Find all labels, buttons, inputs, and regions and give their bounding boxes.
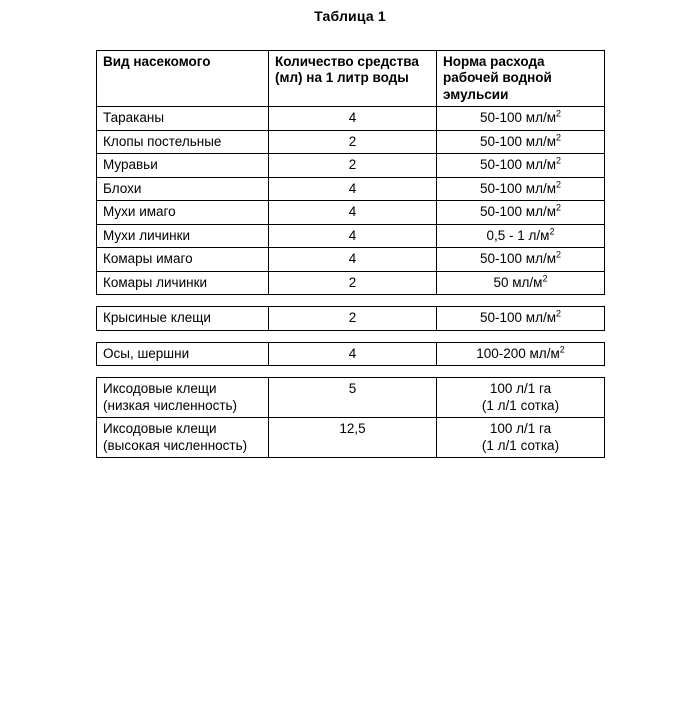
cell-consumption [437,342,605,365]
table-row [97,307,605,330]
cell-consumption [437,107,605,130]
column-header-amount: Количество средства (мл) на 1 литр воды [269,51,437,107]
table-group-spacer [97,366,605,378]
cell-consumption-line2: (1 л/1 сотка) [481,397,560,413]
cell-consumption-text: 50-100 мл/м [480,204,556,220]
cell-consumption-sup: 2 [555,308,561,319]
cell-insect-name: Иксодовые клещи (низкая численность) [97,378,269,418]
cell-consumption-text: 50-100 мл/м [480,310,556,326]
cell-amount: 4 [269,248,437,271]
table-row [97,378,605,418]
dosage-table-container [96,50,604,458]
dosage-table [96,50,605,458]
cell-insect-name: Комары личинки [97,271,269,294]
table-header [97,51,605,107]
cell-consumption-sup: 2 [555,155,561,166]
table-row [97,177,605,200]
cell-consumption-text: 0,5 - 1 л/м [486,227,550,243]
cell-insect-name: Блохи [97,177,269,200]
cell-consumption-sup: 2 [555,108,561,119]
cell-insect-name: Мухи имаго [97,201,269,224]
cell-consumption-text: 50-100 мл/м [480,133,556,149]
cell-insect-name: Тараканы [97,107,269,130]
table-header-row [97,51,605,107]
cell-insect-name: Осы, шершни [97,342,269,365]
table-row [97,201,605,224]
document-page [0,8,700,708]
cell-consumption-line1: 100 л/1 га [489,421,552,437]
table-row [97,418,605,458]
cell-insect-name: Муравьи [97,154,269,177]
table-group-spacer [97,330,605,342]
table-row [97,248,605,271]
cell-consumption-line2: (1 л/1 сотка) [481,437,560,453]
table-row [97,107,605,130]
cell-amount: 2 [269,130,437,153]
cell-amount: 4 [269,224,437,247]
cell-consumption-sup: 2 [555,132,561,143]
cell-consumption-line1: 100 л/1 га [489,381,552,397]
cell-consumption [437,177,605,200]
cell-consumption-sup: 2 [555,202,561,213]
cell-consumption-text: 50-100 мл/м [480,251,556,267]
page-title: Таблица 1 [314,8,386,24]
cell-consumption [437,378,605,418]
cell-amount: 4 [269,342,437,365]
cell-consumption-sup: 2 [542,273,548,284]
cell-consumption-text: 50 мл/м [493,274,543,290]
cell-consumption-sup: 2 [559,344,565,355]
cell-amount: 2 [269,154,437,177]
cell-amount: 12,5 [269,418,437,458]
cell-consumption [437,201,605,224]
column-header-consumption: Норма расхода рабочей водной эмульсии [437,51,605,107]
cell-consumption-text: 50-100 мл/м [480,157,556,173]
cell-consumption [437,271,605,294]
cell-insect-name: Комары имаго [97,248,269,271]
table-body [97,107,605,458]
table-row [97,271,605,294]
cell-consumption [437,248,605,271]
cell-insect-name: Мухи личинки [97,224,269,247]
table-row [97,130,605,153]
table-row [97,342,605,365]
cell-amount: 4 [269,107,437,130]
cell-consumption [437,224,605,247]
table-row [97,224,605,247]
cell-consumption [437,130,605,153]
cell-insect-name: Иксодовые клещи (высокая численность) [97,418,269,458]
cell-consumption-text: 50-100 мл/м [480,180,556,196]
cell-consumption-sup: 2 [555,249,561,260]
cell-consumption-sup: 2 [549,226,555,237]
cell-amount: 4 [269,177,437,200]
cell-consumption-text: 100-200 мл/м [476,345,560,361]
cell-consumption [437,154,605,177]
cell-amount: 2 [269,271,437,294]
cell-consumption-text: 50-100 мл/м [480,110,556,126]
cell-amount: 4 [269,201,437,224]
cell-amount: 2 [269,307,437,330]
cell-insect-name: Клопы постельные [97,130,269,153]
cell-amount: 5 [269,378,437,418]
table-group-spacer [97,295,605,307]
cell-consumption [437,418,605,458]
column-header-insect-type: Вид насекомого [97,51,269,107]
table-row [97,154,605,177]
cell-consumption-sup: 2 [555,179,561,190]
cell-consumption [437,307,605,330]
cell-insect-name: Крысиные клещи [97,307,269,330]
